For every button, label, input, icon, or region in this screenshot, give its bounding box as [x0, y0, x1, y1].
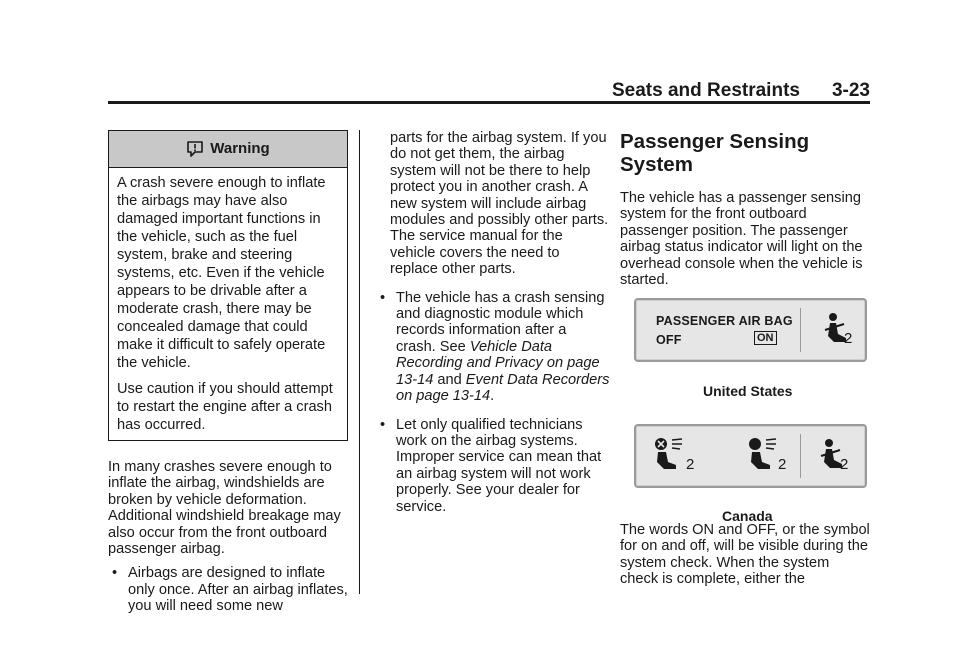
header-rule: [108, 101, 870, 104]
warning-paragraph: A crash severe enough to inflate the airbags may have also damaged important functions in the vehicle, such as the fuel system, brake and steering systems, etc. Even if the vehicle appears to be drivable after a moderate crash, there may be concealed damage that could make it difficult to safely operate the vehicle.: [117, 175, 326, 371]
body-paragraph: In many crashes severe enough to inflate the airbag, windshields are broken by vehicle deformation. Additional windshield breakage may also occur from the front outboard passenger airbag.: [108, 459, 341, 558]
section-title: Seats and Restraints: [612, 80, 800, 101]
body-paragraph: The vehicle has a passenger sensing system for the front outboard passenger position. The passenger airbag status indicator will light on the overhead console when the vehicle is started.: [620, 190, 863, 289]
warning-box: [108, 130, 348, 441]
canada-caption: Canada: [722, 508, 773, 524]
warning-header: [109, 131, 347, 168]
panel-separator: [800, 434, 801, 478]
panel-seat-number: 2: [844, 330, 853, 347]
panel-off-label: OFF: [656, 333, 682, 347]
warning-icon: [186, 140, 204, 158]
bullet-item: • Let only qualified technicians work on the airbag systems. Improper service can mean that an airbag system will not work properly. See your dealer for service.: [376, 417, 610, 515]
panel-on-label: ON: [754, 331, 777, 345]
panel-separator: [800, 308, 801, 352]
bullet-item: [376, 290, 610, 405]
warning-paragraph: Use caution if you should attempt to restart the engine after a crash has occurred.: [117, 381, 333, 433]
bullet-text: The vehicle has a crash sensing and diagnostic module which records information after a crash. See: [396, 289, 605, 355]
column-2: [376, 130, 610, 515]
bullet-item: • Airbags are designed to inflate only once. After an airbag inflates, you will need some new: [108, 565, 348, 614]
seat-number: 2: [840, 456, 849, 473]
us-indicator-panel: [634, 298, 867, 362]
warning-title: Warning: [210, 139, 270, 157]
section-heading: Passenger Sensing System: [620, 130, 810, 176]
warning-body: [109, 168, 347, 440]
seat-number: 2: [686, 456, 695, 473]
column-divider: [359, 130, 360, 594]
canada-indicator-panel: [634, 424, 867, 488]
panel-label: PASSENGER AIR BAG: [656, 314, 793, 328]
cross-reference-link[interactable]: Event Data Recorders on page 13-14: [396, 371, 610, 405]
us-caption: United States: [703, 383, 793, 399]
bullet-text: .: [490, 388, 495, 405]
column-1: [108, 130, 348, 615]
column-3: [620, 130, 870, 288]
body-paragraph: The words ON and OFF, or the symbol for on and off, will be visible during the system check. When the system check is complete, either the: [620, 522, 870, 588]
page-number: 3-23: [831, 80, 870, 101]
bullet-text: and: [433, 371, 466, 388]
seat-number: 2: [778, 456, 787, 473]
bullet-continuation: parts for the airbag system. If you do not get them, the airbag system will not be there to help protect you in another crash. A new system will include airbag modules and possibly other parts. The service manual for the vehicle covers the need to replace other parts.: [390, 130, 609, 278]
cross-reference-link[interactable]: Vehicle Data Recording and Privacy on page 13-14: [396, 338, 600, 388]
